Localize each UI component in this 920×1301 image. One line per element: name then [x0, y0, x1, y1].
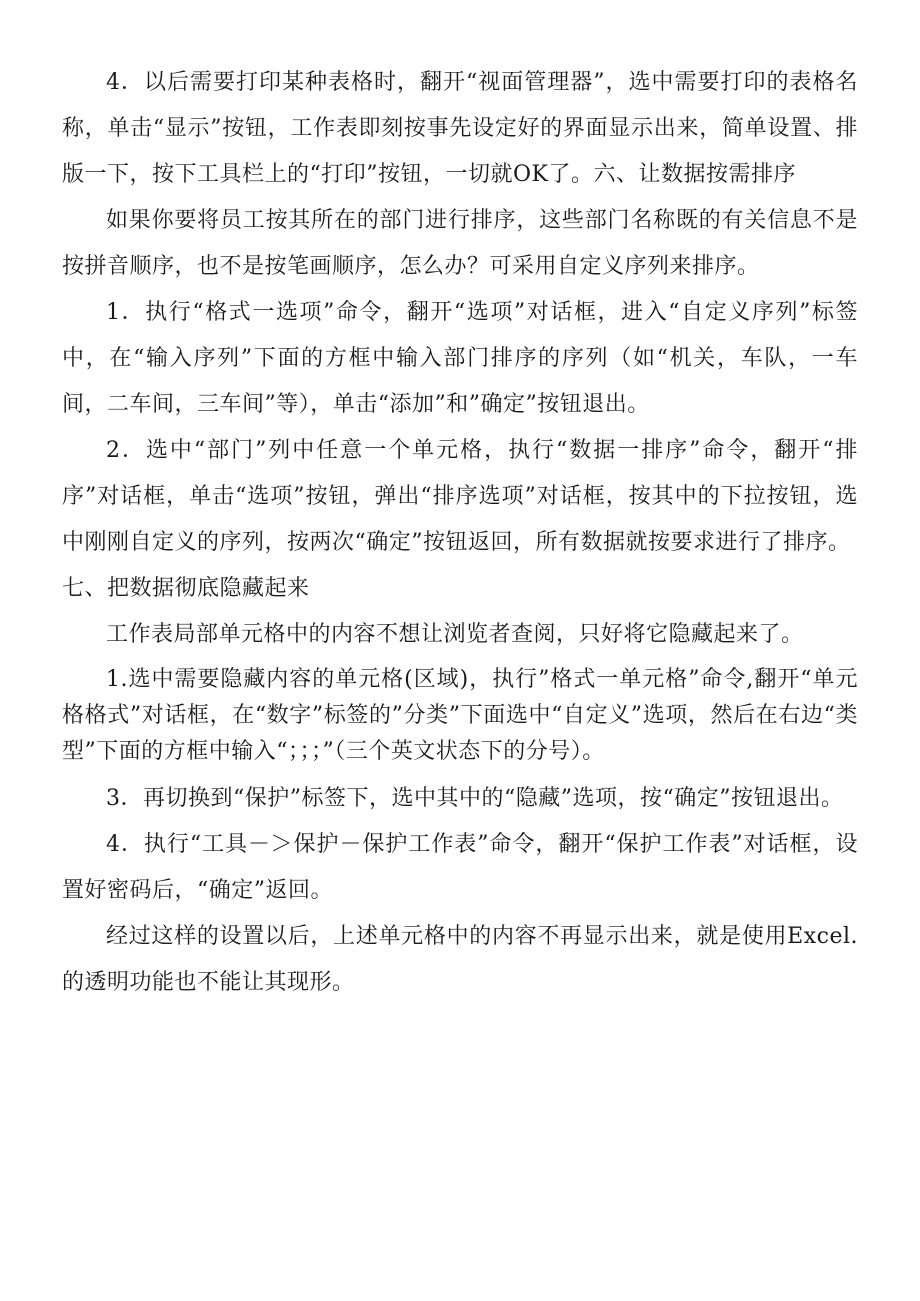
paragraph-step-2-sort-options: 2．选中“部门”列中任意一个单元格，执行“数据一排序”命令，翻开“排序”对话框，单击“选项”按钮，弹出“排序选项”对话框，按其中的下拉按钮，选中刚刚自定义的序列，按两次“确定”按钮返回，所有数据就按要求进行了排序。: [62, 438, 858, 555]
paragraph-hide-step-3: 3．再切换到“保护”标签下，选中其中的“隐藏”选项，按“确定”按钮退出。: [106, 786, 844, 811]
paragraph-view-manager-print: 4．以后需要打印某种表格时，翻开“视面管理器”，选中需要打印的表格名称，单击“显示”按钮，工作表即刻按事先设定好的界面显示出来，简单设置、排版一下，按下工具栏上的“打印”按钮，一切就OK了。六、让数据按需排序: [62, 70, 858, 187]
paragraph-hide-step-1: 1.选中需要隐藏内容的单元格(区域)，执行”格式一单元格”命令,翻开“单元格格式”对话框，在“数字”标签的”分类”下面选中“自定义”选项，然后在右边“类型”下面的方框中输入“；；；”（三个英文状态下的分号）。: [62, 667, 858, 764]
paragraph-hide-result: 经过这样的设置以后，上述单元格中的内容不再显示出来，就是使用Excel.的透明功能也不能让其现形。: [62, 924, 858, 995]
paragraph-custom-sort-intro: 如果你要将员工按其所在的部门进行排序，这些部门名称既的有关信息不是按拼音顺序，也不是按笔画顺序，怎么办？可采用自定义序列来排序。: [62, 208, 858, 279]
document-page: [62, 60, 858, 1006]
paragraph-step-1-custom-list: 1．执行“格式一选项”命令，翻开“选项”对话框，进入“自定义序列”标签中，在“输入序列”下面的方框中输入部门排序的序列（如“机关，车队，一车间，二车间，三车间”等），单击“添加”和”确定”按钮退出。: [62, 300, 858, 417]
paragraph-hide-step-4: 4．执行“工具－＞保护－保护工作表”命令，翻开“保护工作表”对话框，设置好密码后，“确定”返回。: [62, 832, 858, 903]
section-heading-hide-data: 七、把数据彻底隐藏起来: [62, 576, 310, 601]
paragraph-hide-intro: 工作表局部单元格中的内容不想让浏览者查阅，只好将它隐藏起来了。: [106, 622, 804, 647]
